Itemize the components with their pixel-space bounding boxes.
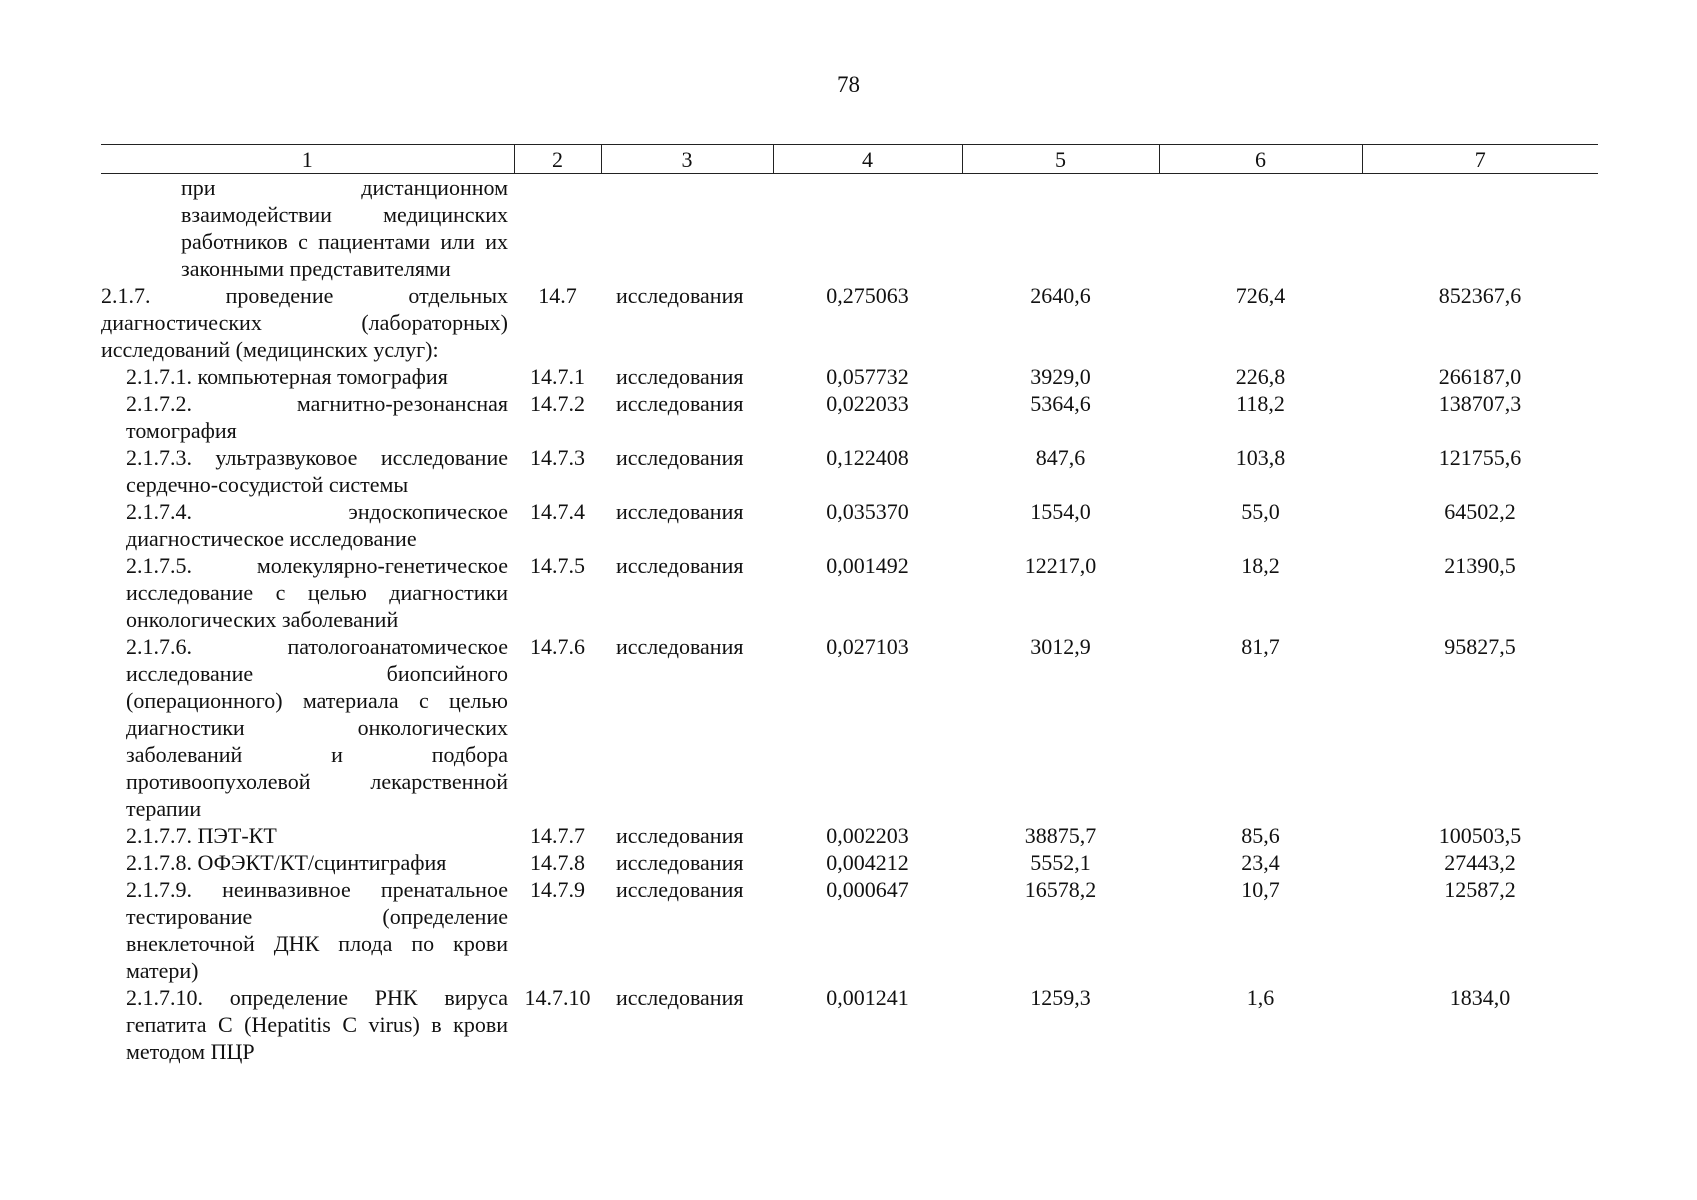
table-row: [101, 174, 1598, 283]
row-norm: 0,035370: [826, 499, 909, 524]
row-name-cell: [101, 984, 514, 1065]
row-name: 2.1.7.1. компьютерная томография: [126, 364, 448, 389]
row-norm: 0,027103: [826, 634, 909, 659]
row-unit: исследования: [616, 823, 744, 848]
row-cost: 1259,3: [1030, 985, 1091, 1010]
row-name: при дистанционном взаимодействии медицинских работников с пациентами или их законными представителями: [181, 175, 508, 281]
table-row: [101, 444, 1598, 498]
column-header: 4: [773, 145, 962, 174]
row-total: 121755,6: [1438, 445, 1522, 470]
row-norm: 0,275063: [826, 283, 909, 308]
row-unit: исследования: [616, 850, 744, 875]
row-per-capita: 23,4: [1241, 850, 1280, 875]
row-name: 2.1.7.4. эндоскопическое диагностическое исследование: [126, 499, 508, 551]
row-name: 2.1.7.9. неинвазивное пренатальное тестирование (определение внеклеточной ДНК плода по крови матери): [126, 877, 508, 983]
row-code: [514, 174, 601, 283]
page-number: 78: [837, 72, 860, 97]
row-code: 14.7.6: [530, 634, 585, 659]
row-cost: [962, 174, 1159, 283]
row-total: 21390,5: [1444, 553, 1516, 578]
row-name-cell: [101, 390, 514, 444]
row-per-capita: 55,0: [1241, 499, 1280, 524]
row-cost: 5364,6: [1030, 391, 1091, 416]
row-unit: исследования: [616, 445, 744, 470]
table-row: [101, 363, 1598, 390]
row-norm: 0,001241: [826, 985, 909, 1010]
row-unit: исследования: [616, 364, 744, 389]
row-norm: 0,001492: [826, 553, 909, 578]
column-header: 1: [101, 145, 514, 174]
row-name: 2.1.7.10. определение РНК вируса гепатита С (Hepatitis C virus) в крови методом ПЦР: [126, 985, 508, 1064]
row-per-capita: 103,8: [1235, 445, 1286, 470]
row-unit: исследования: [616, 634, 744, 659]
row-per-capita: 81,7: [1241, 634, 1280, 659]
row-code: 14.7.4: [530, 499, 585, 524]
row-total: 12587,2: [1444, 877, 1516, 902]
row-name: 2.1.7.3. ультразвуковое исследование сердечно-сосудистой системы: [126, 445, 508, 497]
row-unit: исследования: [616, 877, 744, 902]
row-norm: 0,002203: [826, 823, 909, 848]
row-cost: 3012,9: [1030, 634, 1091, 659]
row-code: 14.7.3: [530, 445, 585, 470]
row-code: 14.7.9: [530, 877, 585, 902]
row-unit: исследования: [616, 391, 744, 416]
row-name: 2.1.7.7. ПЭТ-КТ: [126, 823, 277, 848]
table-row: [101, 633, 1598, 822]
row-total: 27443,2: [1444, 850, 1516, 875]
row-cost: 38875,7: [1024, 823, 1097, 848]
row-total: 266187,0: [1438, 364, 1522, 389]
row-norm: 0,004212: [826, 850, 909, 875]
row-name-cell: [101, 849, 514, 876]
row-cost: 1554,0: [1030, 499, 1091, 524]
row-unit: исследования: [616, 283, 744, 308]
row-name-cell: [101, 282, 514, 363]
row-cost: 2640,6: [1030, 283, 1091, 308]
row-code: 14.7.10: [524, 985, 591, 1010]
row-code: 14.7: [538, 283, 577, 308]
row-total: [1362, 174, 1598, 283]
row-unit: исследования: [616, 985, 744, 1010]
table-row: [101, 822, 1598, 849]
row-per-capita: [1159, 174, 1362, 283]
row-norm: 0,022033: [826, 391, 909, 416]
row-norm: 0,122408: [826, 445, 909, 470]
row-cost: 847,6: [1035, 445, 1086, 470]
row-code: 14.7.1: [530, 364, 585, 389]
column-header: 2: [514, 145, 601, 174]
row-norm: 0,000647: [826, 877, 909, 902]
row-name-cell: [101, 498, 514, 552]
row-unit: исследования: [616, 553, 744, 578]
row-name-cell: [101, 552, 514, 633]
row-code: 14.7.2: [530, 391, 585, 416]
row-cost: 12217,0: [1024, 553, 1097, 578]
table-row: [101, 552, 1598, 633]
row-norm: 0,057732: [826, 364, 909, 389]
row-code: 14.7.8: [530, 850, 585, 875]
table-row: [101, 849, 1598, 876]
row-name-cell: [101, 174, 514, 283]
row-name-cell: [101, 444, 514, 498]
row-name-cell: [101, 363, 514, 390]
row-per-capita: 726,4: [1235, 283, 1286, 308]
row-unit: [601, 174, 773, 283]
data-table: [101, 144, 1598, 1065]
table-row: [101, 984, 1598, 1065]
row-total: 1834,0: [1449, 985, 1511, 1010]
table-row: [101, 282, 1598, 363]
column-header: 7: [1362, 145, 1598, 174]
row-name-cell: [101, 876, 514, 984]
row-per-capita: 1,6: [1246, 985, 1275, 1010]
column-header: 3: [601, 145, 773, 174]
table-row: [101, 498, 1598, 552]
row-code: 14.7.5: [530, 553, 585, 578]
row-total: 64502,2: [1444, 499, 1516, 524]
table-row: [101, 876, 1598, 984]
column-header: 5: [962, 145, 1159, 174]
row-cost: 16578,2: [1024, 877, 1097, 902]
row-name-cell: [101, 633, 514, 822]
column-header: 6: [1159, 145, 1362, 174]
table-row: [101, 390, 1598, 444]
row-cost: 3929,0: [1030, 364, 1091, 389]
row-code: 14.7.7: [530, 823, 585, 848]
row-name: 2.1.7.5. молекулярно-генетическое исследование с целью диагностики онкологических заболеваний: [126, 553, 508, 632]
row-name: 2.1.7.2. магнитно-резонансная томография: [126, 391, 508, 443]
row-total: 100503,5: [1438, 823, 1522, 848]
row-cost: 5552,1: [1030, 850, 1091, 875]
row-name-cell: [101, 822, 514, 849]
table-header-row: [101, 145, 1598, 174]
row-per-capita: 18,2: [1241, 553, 1280, 578]
row-name: 2.1.7.8. ОФЭКТ/КТ/сцинтиграфия: [126, 850, 447, 875]
row-per-capita: 226,8: [1235, 364, 1286, 389]
row-per-capita: 85,6: [1241, 823, 1280, 848]
row-name: 2.1.7.6. патологоанатомическое исследование биопсийного (операционного) материала с целью диагностики онкологических заболеваний и подбора противоопухолевой лекарственной терапии: [126, 634, 508, 821]
row-total: 95827,5: [1444, 634, 1516, 659]
row-unit: исследования: [616, 499, 744, 524]
row-per-capita: 118,2: [1236, 391, 1285, 416]
row-name: 2.1.7. проведение отдельных диагностических (лабораторных) исследований (медицинских услуг):: [101, 283, 508, 362]
row-total: 852367,6: [1438, 283, 1522, 308]
row-per-capita: 10,7: [1241, 877, 1280, 902]
row-total: 138707,3: [1438, 391, 1522, 416]
row-norm: [773, 174, 962, 283]
